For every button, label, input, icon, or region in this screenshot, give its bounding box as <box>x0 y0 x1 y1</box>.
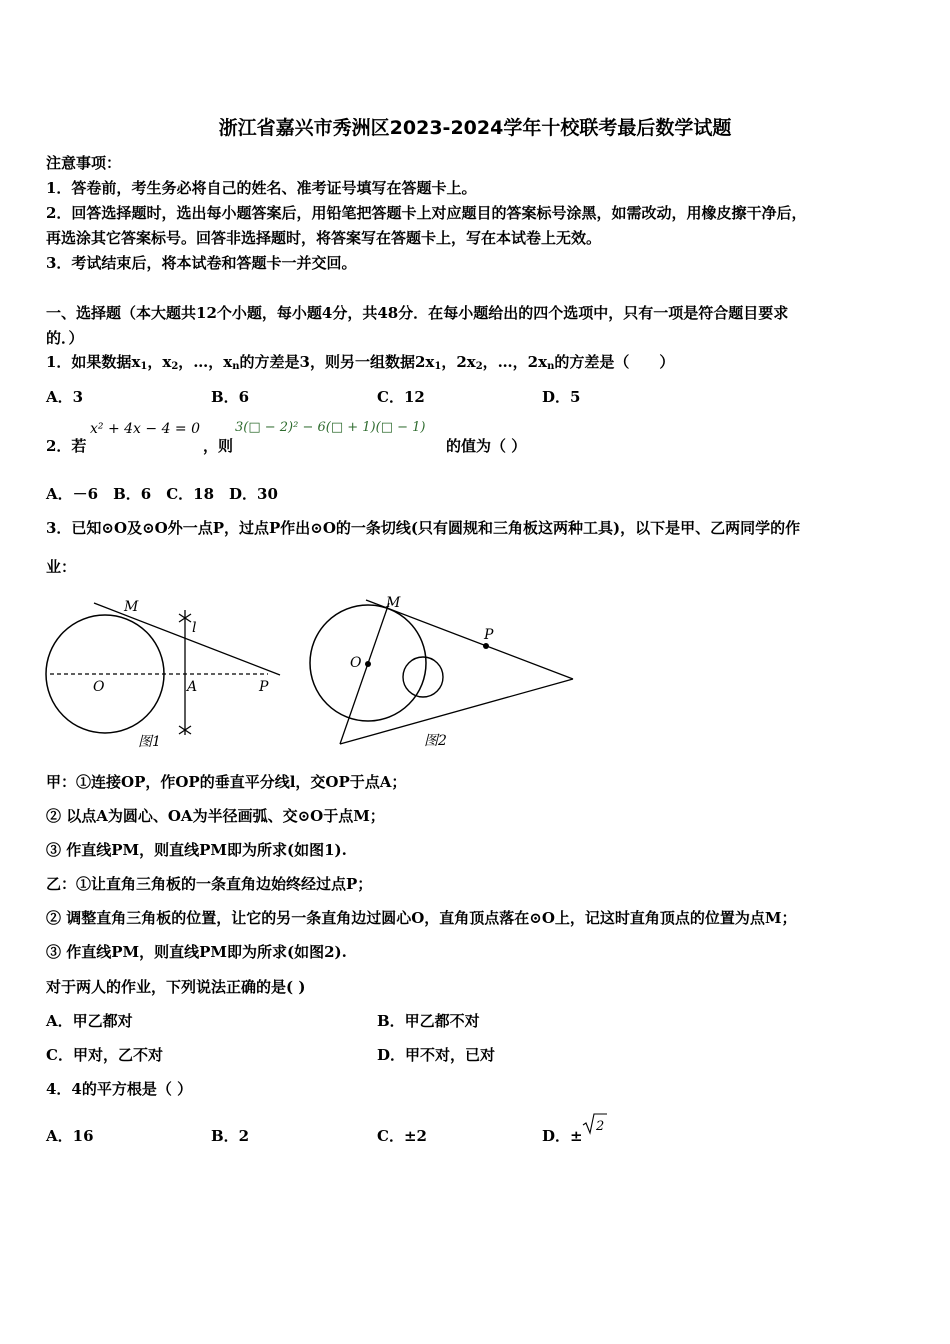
q4-option-c: C．±2 <box>377 1127 427 1145</box>
tangent-line-pm <box>366 600 573 679</box>
notice-item: 2．回答选择题时，选出每小题答案后，用铅笔把答题卡上对应题目的答案标号涂黑，如需改动，用橡皮擦干净后， <box>46 204 807 222</box>
q3-stem-cont: 业： <box>46 558 77 576</box>
notice-item: 1．答卷前，考生务必将自己的姓名、准考证号填写在答题卡上。 <box>46 179 477 197</box>
circle-o <box>46 615 164 733</box>
q2-suffix: 的值为（ ） <box>446 437 527 455</box>
q3-option-b: B．甲乙都不对 <box>377 1012 480 1030</box>
q3-step: ② 调整直角三角板的位置，让它的另一条直角边过圆心O，直角顶点落在⊙O上，记这时直角顶点的位置为点M； <box>46 909 797 927</box>
q1-stem: 1．如果数据$x_1$，$x_2$，…，$x_n$的方差是3，则另一组数据$2x_1$，$2x_2$，…，$2x_n$的方差是（ ） <box>46 353 675 372</box>
page-title: 浙江省嘉兴市秀洲区2023-2024学年十校联考最后数学试题 <box>218 117 732 139</box>
q1-option-a: A．3 <box>46 388 84 406</box>
q3-step: ③ 作直线PM，则直线PM即为所求(如图2). <box>46 943 347 961</box>
q3-step: 甲：①连接OP，作OP的垂直平分线l，交OP于点A； <box>46 773 407 791</box>
q2-expression: 3(□ − 2)² − 6(□ + 1)(□ − 1) <box>235 420 426 435</box>
sqrt-icon <box>582 1112 608 1136</box>
q1-option-d: D．5 <box>542 388 581 406</box>
notice-item: 3．考试结束后，将本试卷和答题卡一并交回。 <box>46 254 357 272</box>
point-o <box>365 661 371 667</box>
label-m: M <box>124 599 139 615</box>
q4-stem: 4．4的平方根是（ ） <box>46 1080 193 1098</box>
notice-heading: 注意事项： <box>46 154 122 172</box>
q3-step: 乙：①让直角三角板的一条直角边始终经过点P； <box>46 875 373 893</box>
tangent-line-pm <box>94 603 280 675</box>
point-p <box>483 643 489 649</box>
triangle-side <box>340 679 573 744</box>
q2-prefix: 2．若 <box>46 437 87 455</box>
sqrt-radicand: 2 <box>596 1119 605 1134</box>
q3-option-c: C．甲对，乙不对 <box>46 1046 163 1064</box>
q4-option-a: A．16 <box>46 1127 94 1145</box>
q2-equation: x² + 4x − 4 = 0 <box>90 421 201 437</box>
figure-1 <box>40 595 290 755</box>
label-m: M <box>386 595 401 611</box>
q3-stem: 3．已知⊙O及⊙O外一点P，过点P作出⊙O的一条切线(只有圆规和三角板这两种工具)，以下是甲、乙两同学的作 <box>46 519 801 537</box>
small-circle <box>403 657 443 697</box>
q1-option-c: C．12 <box>377 388 425 406</box>
q1-option-b: B．6 <box>211 388 250 406</box>
section-heading: 一、选择题（本大题共12个小题，每小题4分，共48分．在每小题给出的四个选项中，只有一项是符合题目要求 <box>46 304 789 322</box>
q3-question: 对于两人的作业，下列说法正确的是( ) <box>46 978 306 996</box>
q3-option-d: D．甲不对，已对 <box>377 1046 496 1064</box>
figure-2 <box>300 590 590 755</box>
triangle-leg-om <box>340 603 389 744</box>
q2-options: A．－6 B．6 C．18 D．30 <box>46 485 278 503</box>
label-o: O <box>93 679 105 695</box>
figure-1-caption: 图1 <box>138 734 161 750</box>
label-l: l <box>192 620 197 636</box>
notice-item: 再选涂其它答案标号。回答非选择题时，将答案写在答题卡上，写在本试卷上无效。 <box>46 229 602 247</box>
label-p: P <box>484 627 494 643</box>
q2-middle: ，则 <box>203 437 234 455</box>
label-p: P <box>259 679 269 695</box>
q3-step: ② 以点A为圆心、OA为半径画弧、交⊙O于点M； <box>46 807 385 825</box>
q3-option-a: A．甲乙都对 <box>46 1012 133 1030</box>
q4-option-b: B．2 <box>211 1127 250 1145</box>
section-heading-cont: 的．） <box>46 329 84 347</box>
q4-option-d: D．± <box>542 1127 583 1145</box>
q3-step: ③ 作直线PM，则直线PM即为所求(如图1). <box>46 841 347 859</box>
label-o: O <box>350 655 362 671</box>
label-a: A <box>187 679 198 695</box>
figure-2-caption: 图2 <box>424 733 447 749</box>
